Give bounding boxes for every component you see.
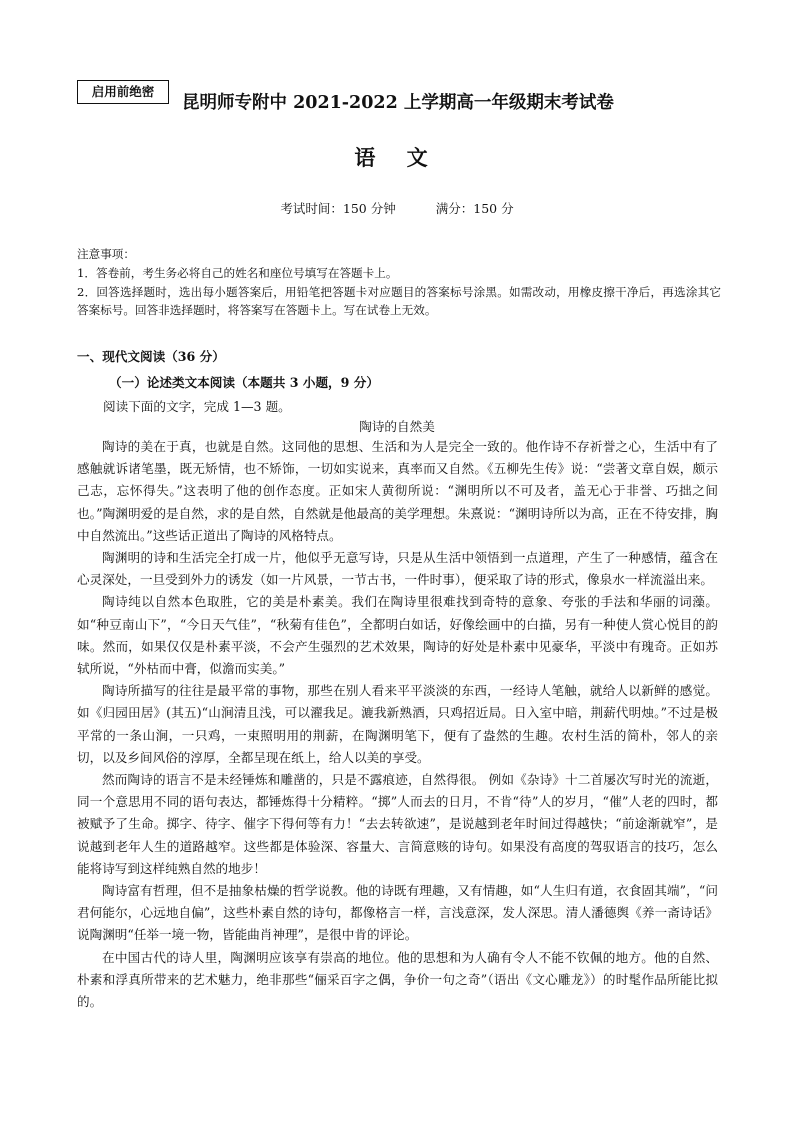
article-paragraph: 陶诗纯以自然本色取胜，它的美是朴素美。我们在陶诗里很难找到奇特的意象、夸张的手法和华丽的词藻。如“种豆南山下”，“今日天气佳”，“秋菊有佳色”，全都明白如话，好像绘画中的白描，另有一种使人赏心悦目的韵味。然而，如果仅仅是朴素平淡，不会产生强烈的艺术效果，陶诗的好处是朴素中见豪华，平淡中有瑰奇。正如苏轼所说，“外枯而中膏，似澹而实美。” <box>77 594 718 677</box>
notice-section <box>77 245 721 320</box>
notice-title: 注意事项： <box>77 247 135 261</box>
subject-title: 语 文 <box>354 145 440 170</box>
section-heading: 一、现代文阅读（36 分） <box>77 349 225 364</box>
reading-instruction: 阅读下面的文字，完成 1—3 题。 <box>103 399 291 414</box>
article-paragraph: 陶诗的美在于真，也就是自然。这同他的思想、生活和为人是完全一致的。他作诗不存祈誉之心，生活中有了感触就诉诸笔墨，既无矫情，也不矫饰，一切如实说来，真率而又自然。《五柳先生传》说：“尝著文章自娱，颇示己志，忘怀得失。”这表明了他的创作态度。正如宋人黄彻所说：“渊明所以不可及者，盖无心于非誉、巧拙之间也。”陶渊明爱的是自然，求的是自然，自然就是他最高的美学理想。朱熹说：“渊明诗所以为高，正在不待安排，胸中自然流出。”这些话正道出了陶诗的风格特点。 <box>77 439 718 543</box>
article-paragraph: 陶诗所描写的往往是最平常的事物，那些在别人看来平平淡淡的东西，一经诗人笔触，就给人以新鲜的感觉。如《归园田居》(其五)“山涧清且浅，可以濯我足。漉我新熟酒，只鸡招近局。日入室中暗，荆薪代明烛。”不过是极平常的一条山涧，一只鸡，一束照明用的荆薪，在陶渊明笔下，便有了盎然的生趣。农村生活的简朴，邻人的亲切，以及乡间风俗的淳厚，全都呈现在纸上，给人以美的享受。 <box>77 683 718 765</box>
article-paragraph: 在中国古代的诗人里，陶渊明应该享有崇高的地位。他的思想和为人确有令人不能不钦佩的地方。他的自然、朴素和浮真所带来的艺术魅力，绝非那些“俪采百字之偶，争价一句之奇”（语出《文心雕龙》）的时髦作品所能比拟的。 <box>77 949 718 1010</box>
notice-item: 1．答卷前，考生务必将自己的姓名和座位号填写在答题卡上。 <box>77 265 398 280</box>
notice-item: 2．回答选择题时，选出每小题答案后，用铅笔把答题卡对应题目的答案标号涂黑。如需改动，用橡皮擦干净后，再选涂其它答案标号。回答非选择题时，将答案写在答题卡上。写在试卷上无效。 <box>77 284 721 318</box>
exam-time: 考试时间：150 分钟 <box>280 201 396 216</box>
confidential-label: 启用前绝密 <box>77 80 169 104</box>
article-paragraph: 陶渊明的诗和生活完全打成一片，他似乎无意写诗，只是从生活中领悟到一点道理，产生了一种感情，蕴含在心灵深处，一旦受到外力的诱发（如一片风景，一节古书，一件时事），便采取了诗的形式，像泉水一样流溢出来。 <box>77 550 718 588</box>
article-paragraph: 然而陶诗的语言不是未经锤炼和雕凿的，只是不露痕迹，自然得很。 例如《杂诗》十二首屡次写时光的流逝，同一个意思用不同的语句表达，都锤炼得十分精粹。“掷”人而去的日月，不肯“待”人的岁月，“催”人老的四时，都被赋予了生命。掷字、待字、催字下得何等有力！“去去转欲速”，是说越到老年时间过得越快；“前途渐就窄”，是说越到老年人生的道路越窄。这些都是体验深、容量大、言简意赅的诗句。如果没有高度的驾驭语言的技巧，怎么能将诗写到这样纯熟自然的地步！ <box>77 772 718 876</box>
article-paragraph: 陶诗富有哲理，但不是抽象枯燥的哲学说教。他的诗既有理趣，又有情趣，如“人生归有道，衣食固其端”，“问君何能尔，心远地自偏”，这些朴素自然的诗句，都像格言一样，言浅意深，发人深思。清人潘德舆《养一斋诗话》说陶渊明“任举一境一物，皆能曲肖神理”，是很中肯的评论。 <box>77 883 718 943</box>
subsection-heading: （一）论述类文本阅读（本题共 3 小题，9 分） <box>109 375 379 390</box>
exam-title: 昆明师专附中 2021-2022 上学期高一年级期末考试卷 <box>182 93 614 113</box>
article-title: 陶诗的自然美 <box>359 419 435 434</box>
exam-info <box>0 199 794 217</box>
exam-score: 满分：150 分 <box>435 201 514 216</box>
article-body <box>77 436 718 1013</box>
